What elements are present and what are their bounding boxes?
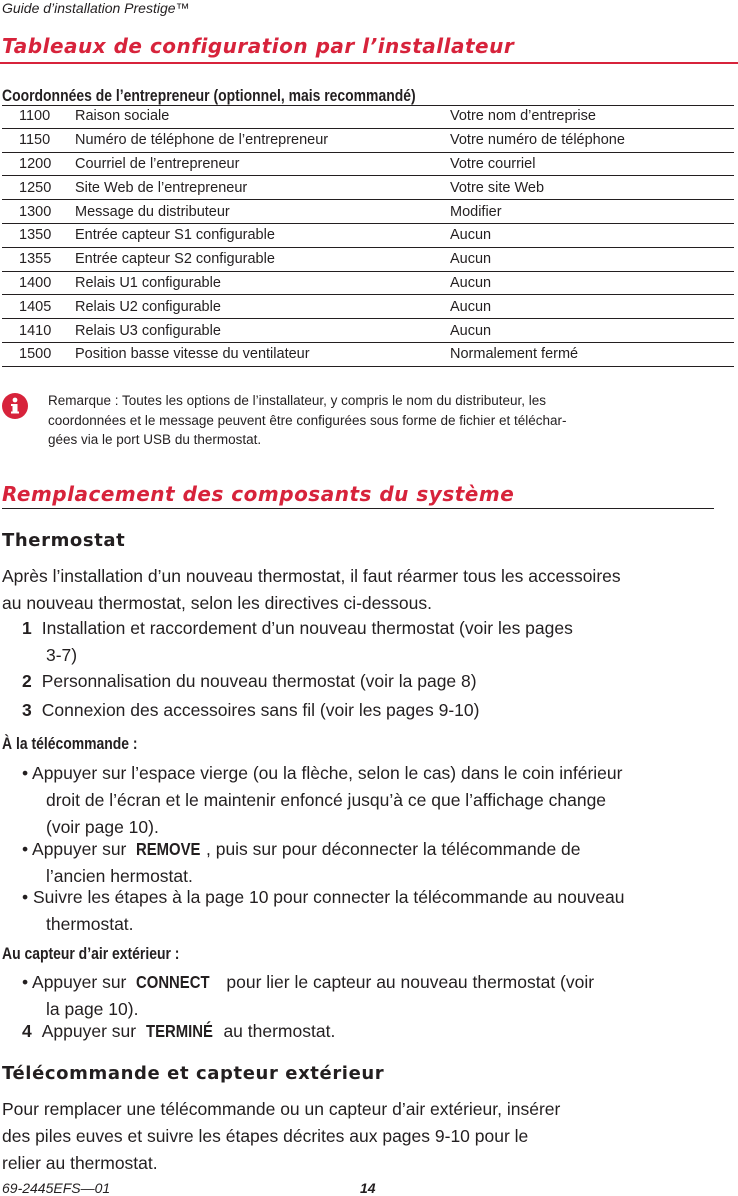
contractor-info-subheading: Coordonnées de l’entrepreneur (optionnel, mais recommandé): [2, 86, 416, 105]
table-row: [2, 342, 734, 366]
setting-value: Aucun: [450, 295, 734, 319]
step-2: [22, 668, 477, 695]
setting-code: 1350: [2, 223, 75, 247]
note-line: coordonnées et le message peuvent être configurées sous forme de fichier et téléchar-: [48, 412, 567, 428]
remote-sensor-paragraph: [2, 1096, 560, 1177]
setting-name: Entrée capteur S2 configurable: [75, 247, 450, 271]
installer-config-table: [2, 105, 734, 367]
step-number: 2: [22, 671, 32, 691]
setting-code: 1355: [2, 247, 75, 271]
table-row: [2, 176, 734, 200]
step-number: 1: [22, 618, 32, 638]
bullet-line: droit de l’écran et le maintenir enfoncé jusqu’à ce que l’affichage change: [46, 790, 607, 810]
bullet-line: (voir page 10).: [46, 817, 159, 837]
note-line: gées via le port USB du thermostat.: [48, 432, 262, 447]
remove-keyword: REMOVE: [136, 839, 201, 859]
setting-name: Site Web de l’entrepreneur: [75, 176, 450, 200]
step-3: [22, 697, 479, 724]
intro-line: au nouveau thermostat, selon les directives ci-dessous.: [2, 593, 432, 613]
document-header-title: Guide d’installation Prestige™: [2, 0, 190, 16]
step-text: Appuyer sur: [41, 1021, 137, 1041]
bullet-line: thermostat.: [46, 914, 134, 934]
installer-note: [48, 391, 716, 450]
bullet-line: l’ancien hermostat.: [46, 866, 193, 886]
step-text: au thermostat.: [223, 1021, 336, 1041]
setting-name: Raison sociale: [75, 105, 450, 128]
footer-doc-number: 69-2445EFS—01: [2, 1180, 111, 1196]
setting-name: Relais U1 configurable: [75, 271, 450, 295]
step-text: Personnalisation du nouveau thermostat (voir la page 8): [41, 671, 477, 691]
bullet-item: [22, 969, 722, 1023]
note-line: Remarque : Toutes les options de l’installateur, y compris le nom du distributeur, les: [48, 393, 547, 408]
setting-code: 1150: [2, 128, 75, 152]
setting-name: Message du distributeur: [75, 200, 450, 224]
step-text: Installation et raccordement d’un nouveau thermostat (voir les pages: [41, 618, 573, 638]
table-row: [2, 295, 734, 319]
table-row: [2, 223, 734, 247]
bullet-text: • Appuyer sur: [22, 972, 127, 992]
setting-value: Votre nom d’entreprise: [450, 105, 734, 128]
section-title-installer-config: Tableaux de configuration par l’installateur: [2, 34, 515, 58]
bullet-text: • Appuyer sur: [22, 839, 127, 859]
paragraph-line: des piles euves et suivre les étapes décrites aux pages 9-10 pour le: [2, 1126, 529, 1146]
footer-page-number: 14: [360, 1180, 376, 1196]
setting-value: Modifier: [450, 200, 734, 224]
setting-name: Courriel de l’entrepreneur: [75, 152, 450, 176]
table-row: [2, 152, 734, 176]
step-1: [22, 615, 722, 669]
bullet-item: [22, 760, 722, 841]
setting-name: Position basse vitesse du ventilateur: [75, 342, 450, 366]
intro-line: Après l’installation d’un nouveau thermostat, il faut réarmer tous les accessoires: [2, 566, 621, 586]
table-row: [2, 105, 734, 128]
setting-code: 1300: [2, 200, 75, 224]
setting-value: Normalement fermé: [450, 342, 734, 366]
setting-value: Aucun: [450, 223, 734, 247]
table-row: [2, 247, 734, 271]
step-4: [22, 1018, 335, 1045]
setting-value: Votre numéro de téléphone: [450, 128, 734, 152]
setting-code: 1500: [2, 342, 75, 366]
bullet-item: [22, 884, 722, 938]
paragraph-line: Pour remplacer une télécommande ou un capteur d’air extérieur, insérer: [2, 1099, 561, 1119]
setting-code: 1200: [2, 152, 75, 176]
sensor-subheading: Au capteur d’air extérieur :: [2, 944, 180, 963]
done-keyword: TERMINÉ: [145, 1021, 213, 1041]
setting-value: Votre site Web: [450, 176, 734, 200]
bullet-text: , puis sur pour déconnecter la télécommande de: [205, 839, 581, 859]
thermostat-intro: [2, 563, 621, 617]
setting-value: Votre courriel: [450, 152, 734, 176]
setting-name: Relais U2 configurable: [75, 295, 450, 319]
step-number: 4: [22, 1021, 32, 1041]
section-title-component-replacement: Remplacement des composants du système: [2, 482, 515, 506]
section-divider: [2, 508, 714, 509]
setting-code: 1100: [2, 105, 75, 128]
setting-value: Aucun: [450, 247, 734, 271]
table-row: [2, 319, 734, 343]
setting-name: Entrée capteur S1 configurable: [75, 223, 450, 247]
step-text: Connexion des accessoires sans fil (voir les pages 9-10): [41, 700, 480, 720]
bullet-text: pour lier le capteur au nouveau thermostat (voir: [226, 972, 595, 992]
setting-value: Aucun: [450, 271, 734, 295]
remote-subheading: À la télécommande :: [2, 734, 138, 753]
paragraph-line: relier au thermostat.: [2, 1153, 158, 1173]
bullet-line: • Appuyer sur l’espace vierge (ou la flèche, selon le cas) dans le coin inférieur: [22, 763, 623, 783]
step-text-cont: 3-7): [46, 645, 78, 665]
setting-value: Aucun: [450, 319, 734, 343]
setting-code: 1400: [2, 271, 75, 295]
setting-code: 1250: [2, 176, 75, 200]
remote-sensor-heading: Télécommande et capteur extérieur: [2, 1063, 385, 1084]
setting-name: Relais U3 configurable: [75, 319, 450, 343]
bullet-item: [22, 836, 722, 890]
table-row: [2, 200, 734, 224]
setting-code: 1405: [2, 295, 75, 319]
table-row: [2, 128, 734, 152]
setting-code: 1410: [2, 319, 75, 343]
setting-name: Numéro de téléphone de l’entrepreneur: [75, 128, 450, 152]
connect-keyword: CONNECT: [136, 972, 210, 992]
thermostat-heading: Thermostat: [2, 530, 126, 551]
section-divider: [0, 62, 738, 64]
info-icon: [2, 393, 28, 419]
bullet-line: la page 10).: [46, 999, 139, 1019]
table-row: [2, 271, 734, 295]
bullet-line: • Suivre les étapes à la page 10 pour connecter la télécommande au nouveau: [22, 887, 625, 907]
step-number: 3: [22, 700, 32, 720]
